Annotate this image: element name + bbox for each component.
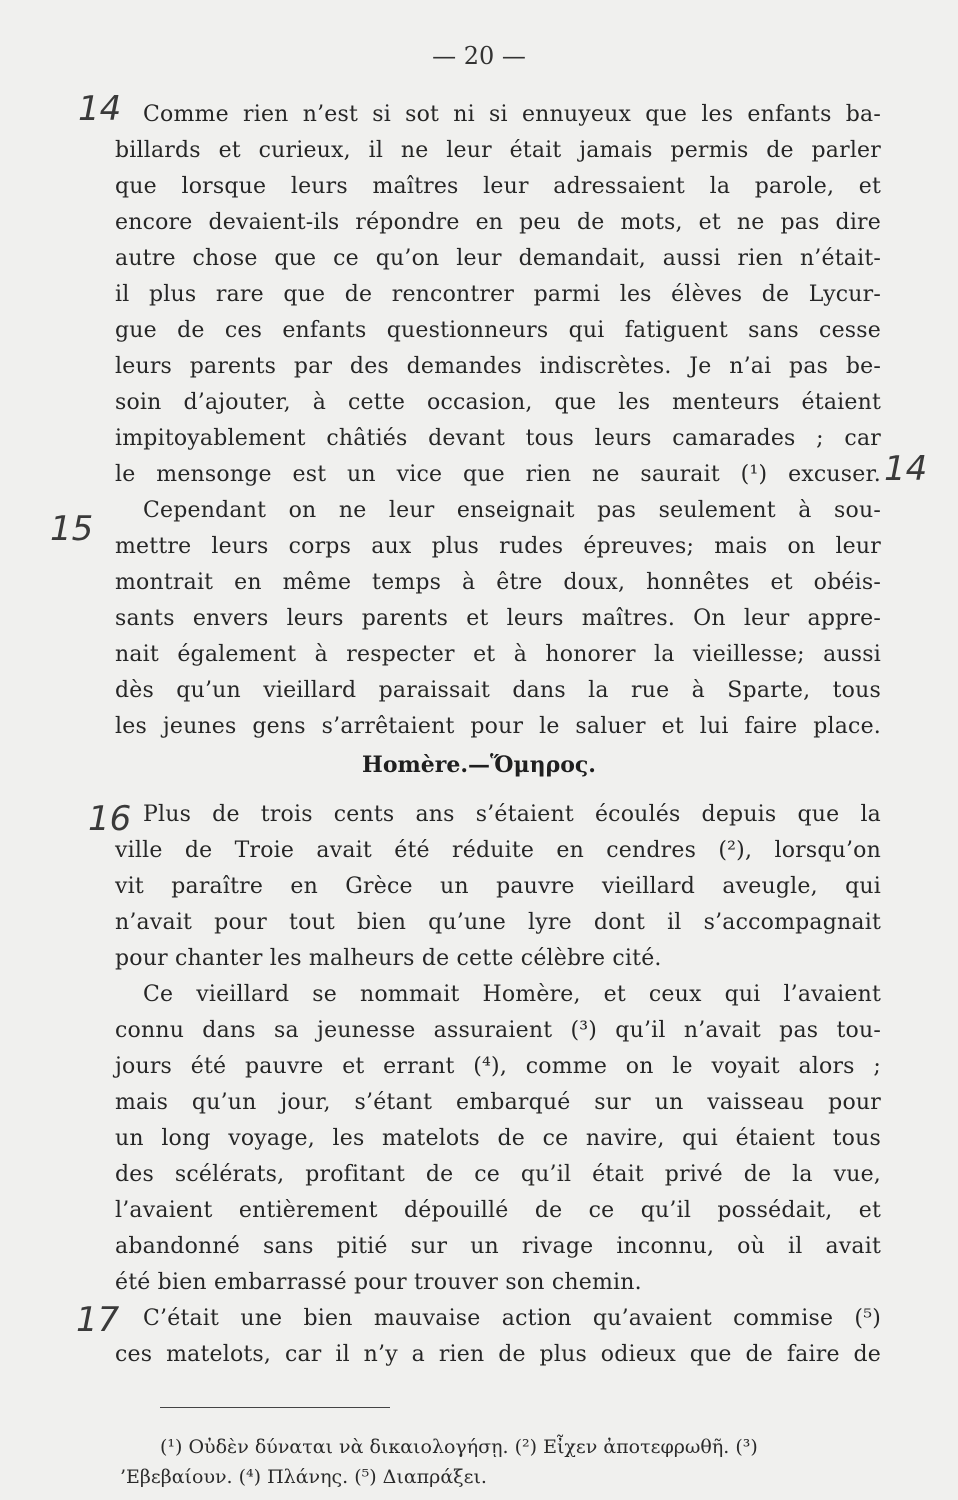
margin-note-17: 17 [76,1300,120,1340]
text-line: leurs parents par des demandes indiscrètes. Je n’ai pas be- [115,354,881,379]
section-heading [0,752,958,778]
margin-note-14b: 14 [884,449,928,489]
footnote-line: ’Εβεβαίουν. (⁴) Πλάνης. (⁵) Διαπράξει. [120,1466,487,1488]
text-line: Ce vieillard se nommait Homère, et ceux qui l’avaient [143,982,881,1007]
text-line: l’avaient entièrement dépouillé de ce qu’il possédait, et [115,1198,881,1223]
text-line: des scélérats, profitant de ce qu’il était privé de la vue, [115,1162,881,1187]
text-line: pour chanter les malheurs de cette célèbre cité. [115,946,662,971]
text-line: vit paraître en Grèce un pauvre vieillard aveugle, qui [115,874,881,899]
page-number: — 20 — [432,42,526,70]
text-line: mais qu’un jour, s’étant embarqué sur un vaisseau pour [115,1090,881,1115]
text-line: Comme rien n’est si sot ni si ennuyeux que les enfants ba- [143,102,881,127]
text-line: nait également à respecter et à honorer la vieillesse; aussi [115,642,881,667]
heading-greek: Ὅμηρος. [490,752,596,778]
text-line: il plus rare que de rencontrer parmi les élèves de Lycur- [115,282,881,307]
text-line: ville de Troie avait été réduite en cendres (²), lorsqu’on [115,838,881,863]
footnote-divider [160,1407,390,1408]
text-line: Cependant on ne leur enseignait pas seulement à sou- [143,498,881,523]
text-line: montrait en même temps à être doux, honnêtes et obéis- [115,570,881,595]
margin-note-15: 15 [50,509,94,549]
text-line: impitoyablement châtiés devant tous leurs camarades ; car [115,426,881,451]
text-line: ces matelots, car il n’y a rien de plus odieux que de faire de [115,1342,881,1367]
text-line: C’était une bien mauvaise action qu’avaient commise (⁵) [143,1306,881,1331]
margin-note-16: 16 [88,799,132,839]
text-line: mettre leurs corps aux plus rudes épreuves; mais on leur [115,534,881,559]
heading-french: Homère.— [362,752,491,778]
text-line: jours été pauvre et errant (⁴), comme on le voyait alors ; [115,1054,881,1079]
text-line: que lorsque leurs maîtres leur adressaient la parole, et [115,174,881,199]
text-line: dès qu’un vieillard paraissait dans la rue à Sparte, tous [115,678,881,703]
footnote-line: (¹) Οὐδὲν δύναται νὰ δικαιολογήσῃ. (²) Εἶχεν ἀποτεφρωθῆ. (³) [160,1436,758,1458]
text-line: autre chose que ce qu’on leur demandait, aussi rien n’était- [115,246,881,271]
text-line: le mensonge est un vice que rien ne saurait (¹) excuser. [115,462,881,487]
text-line: été bien embarrassé pour trouver son chemin. [115,1270,642,1295]
text-line: les jeunes gens s’arrêtaient pour le saluer et lui faire place. [115,714,881,739]
text-line: encore devaient-ils répondre en peu de mots, et ne pas dire [115,210,881,235]
text-line: connu dans sa jeunesse assuraient (³) qu’il n’avait pas tou- [115,1018,881,1043]
text-line: gue de ces enfants questionneurs qui fatiguent sans cesse [115,318,881,343]
text-line: sants envers leurs parents et leurs maîtres. On leur appre- [115,606,881,631]
text-line: billards et curieux, il ne leur était jamais permis de parler [115,138,881,163]
text-line: Plus de trois cents ans s’étaient écoulés depuis que la [143,802,881,827]
text-line: soin d’ajouter, à cette occasion, que les menteurs étaient [115,390,881,415]
text-line: un long voyage, les matelots de ce navire, qui étaient tous [115,1126,881,1151]
text-line: n’avait pour tout bien qu’une lyre dont il s’accompagnait [115,910,881,935]
margin-note-14a: 14 [78,89,122,129]
text-line: abandonné sans pitié sur un rivage inconnu, où il avait [115,1234,881,1259]
